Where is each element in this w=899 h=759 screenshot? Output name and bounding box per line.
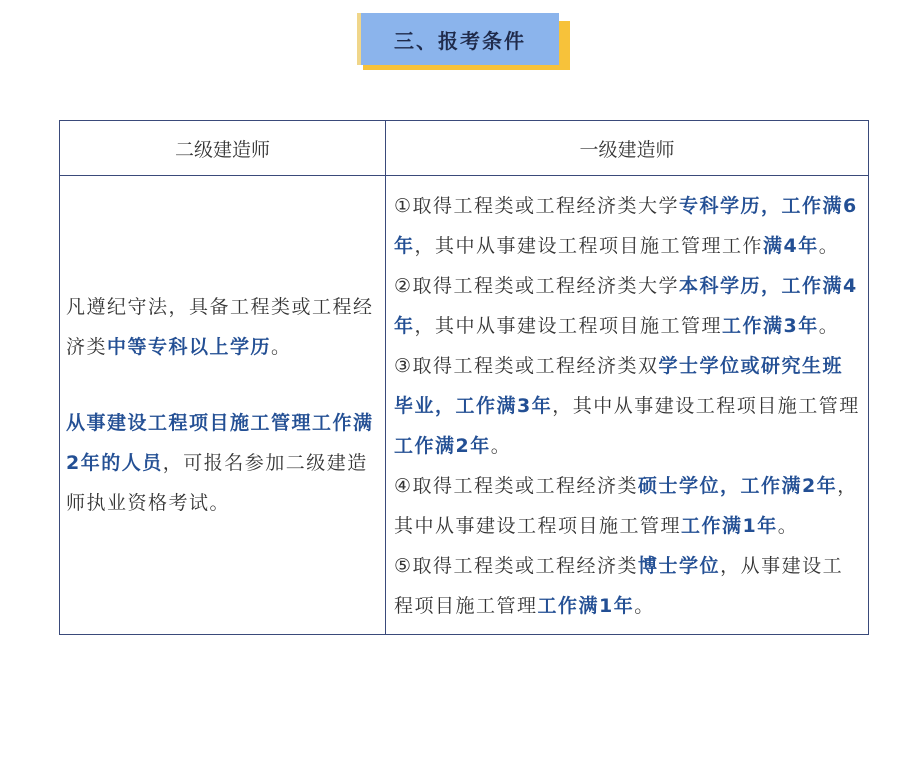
section-title-badge	[357, 13, 570, 70]
level1-item	[394, 466, 862, 546]
level2-p1-highlight: 中等专科以上学历	[107, 336, 272, 358]
level2-paragraph-1	[66, 287, 379, 367]
item-text: ，其中从事建设工程项目施工管理	[394, 475, 858, 537]
item-text: ，其中从事建设工程项目施工管理	[552, 395, 860, 417]
level2-paragraph-2	[66, 403, 379, 523]
level2-p2-text: ，可报名参加二级建造师执业资格考试。	[66, 452, 368, 514]
item-highlight: 博士学位	[638, 555, 721, 577]
header-row	[60, 121, 869, 176]
item-highlight: 工作满2年	[394, 435, 491, 457]
level2-p1-end: 。	[271, 336, 292, 358]
content-row	[60, 176, 869, 635]
level1-item	[394, 346, 862, 466]
item-highlight: 专科学历，工作满6年	[394, 195, 858, 257]
item-text: ②取得工程类或工程经济类大学	[394, 275, 680, 297]
item-highlight: 本科学历，工作满4年	[394, 275, 858, 337]
level1-requirements	[386, 176, 869, 635]
level1-item	[394, 186, 862, 266]
item-text: ①取得工程类或工程经济类大学	[394, 195, 680, 217]
item-highlight: 工作满3年	[722, 315, 819, 337]
level2-p1-text: 凡遵纪守法，具备工程类或工程经济类	[66, 296, 374, 358]
header-level2: 二级建造师	[60, 121, 386, 176]
item-text: ，其中从事建设工程项目施工管理工作	[414, 235, 764, 257]
item-text: ③取得工程类或工程经济类双	[394, 355, 659, 377]
item-text: 。	[818, 315, 840, 337]
item-highlight: 工作满1年	[681, 515, 778, 537]
level1-item	[394, 546, 862, 626]
level2-p2-highlight: 从事建设工程项目施工管理工作满2年的人员	[66, 412, 374, 474]
item-text: ④取得工程类或工程经济类	[394, 475, 639, 497]
item-text: 。	[490, 435, 512, 457]
section-title: 三、报考条件	[357, 13, 559, 65]
item-highlight: 工作满1年	[537, 595, 635, 617]
item-text: ，从事建设工程项目施工管理	[394, 555, 844, 617]
requirements-table	[59, 120, 869, 635]
level2-requirements	[60, 176, 386, 635]
level1-item	[394, 266, 862, 346]
item-highlight: 硕士学位，工作满2年	[638, 475, 838, 497]
header-level1: 一级建造师	[386, 121, 869, 176]
item-highlight: 满4年	[763, 235, 819, 257]
item-text: ⑤取得工程类或工程经济类	[394, 555, 639, 577]
item-text: 。	[634, 595, 655, 617]
item-text: 。	[818, 235, 840, 257]
item-highlight: 学士学位或研究生班毕业，工作满3年	[394, 355, 844, 417]
item-text: 。	[777, 515, 799, 537]
item-text: ，其中从事建设工程项目施工管理	[414, 315, 723, 337]
